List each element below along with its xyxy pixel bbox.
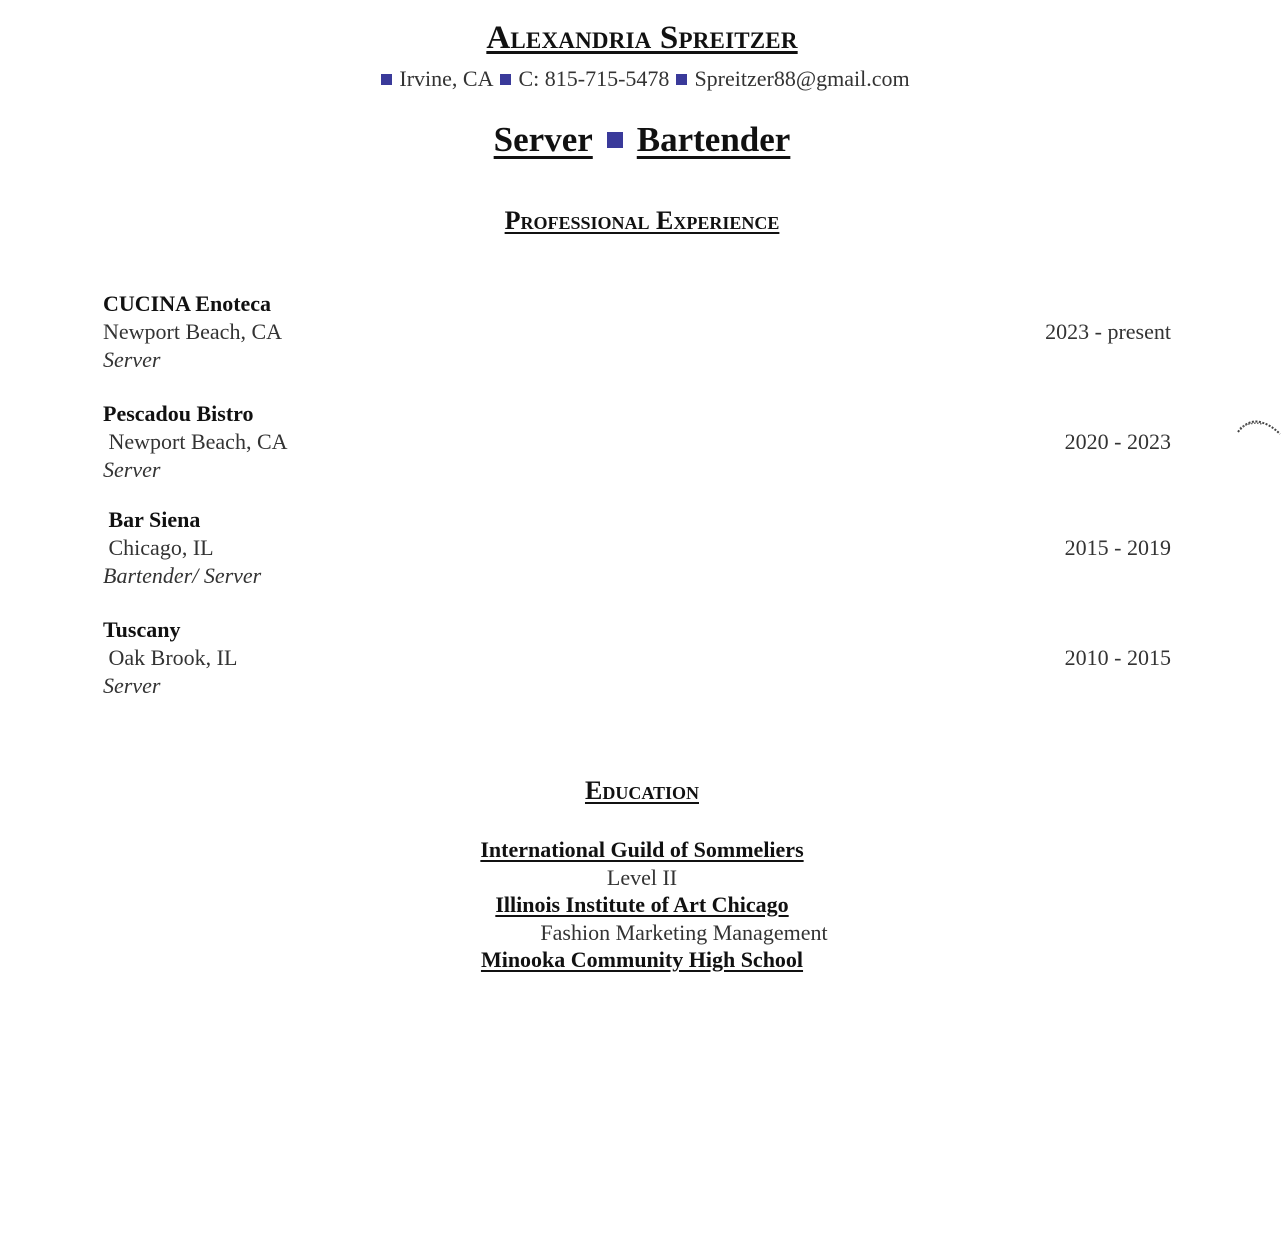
scribble-mark-icon [1234,412,1284,442]
job-employer: Bar Siena [103,507,201,532]
job-location: Chicago, IL [103,535,214,560]
job-employer: Pescadou Bistro [103,401,254,426]
job-location: Oak Brook, IL [103,645,238,670]
education-detail: Fashion Marketing Management [540,920,828,945]
job-dates: 2015 - 2019 [1064,535,1171,560]
job-dates: 2023 - present [1045,319,1171,344]
job-entry [103,291,1171,381]
job-role: Server [103,457,161,482]
education-school: International Guild of Sommeliers [480,837,804,862]
headline-bartender: Bartender [636,120,791,159]
square-bullet-icon [607,132,623,148]
job-role: Server [103,673,161,698]
contact-email: Spreitzer88@gmail.com [694,66,910,91]
job-dates: 2020 - 2023 [1064,429,1171,454]
job-location: Newport Beach, CA [103,429,288,454]
headline [0,120,1284,160]
education-school: Minooka Community High School [480,947,804,972]
job-entry [103,507,1171,597]
education-detail: Level II [606,865,678,890]
job-entry [103,617,1171,707]
candidate-name: Alexandria Spreitzer [486,20,798,56]
job-role: Server [103,347,161,372]
experience-section-title: Professional Experience [504,206,780,235]
headline-server: Server [493,120,593,159]
contact-phone: C: 815-715-5478 [518,66,670,91]
education-school: Illinois Institute of Art Chicago [495,892,789,917]
job-employer: Tuscany [103,617,181,642]
square-bullet-icon [381,74,392,85]
education-section-title: Education [584,776,699,805]
job-entry [103,401,1171,491]
square-bullet-icon [500,74,511,85]
contact-line [0,66,1284,92]
job-location: Newport Beach, CA [103,319,283,344]
contact-location: Irvine, CA [399,66,494,91]
job-role: Bartender/ Server [103,563,262,588]
job-dates: 2010 - 2015 [1064,645,1171,670]
job-employer: CUCINA Enoteca [103,291,272,316]
square-bullet-icon [676,74,687,85]
